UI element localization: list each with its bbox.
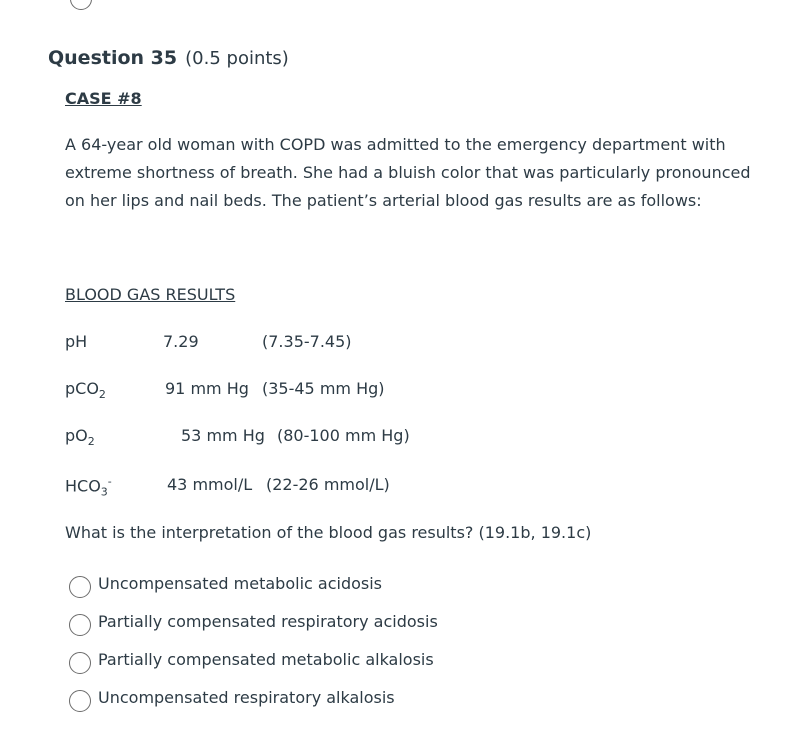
row-po2-label: $pO_2$ bbox=[65, 426, 95, 449]
row-ph-range: (7.35-7.45) bbox=[262, 332, 352, 351]
answer-option[interactable] bbox=[69, 650, 569, 676]
row-po2-range: (80-100 mm Hg) bbox=[277, 426, 410, 445]
question-points: (0.5 points) bbox=[185, 48, 289, 69]
answer-option[interactable] bbox=[69, 688, 569, 714]
radio-button[interactable] bbox=[69, 690, 91, 712]
row-pco2-range: (35-45 mm Hg) bbox=[262, 379, 385, 398]
answer-option[interactable] bbox=[69, 574, 569, 600]
radio-button[interactable] bbox=[69, 652, 91, 674]
radio-button[interactable] bbox=[69, 576, 91, 598]
question-prompt: What is the interpretation of the blood gas results? (19.1b, 19.1c) bbox=[65, 523, 592, 542]
row-pco2-value: 91 mm Hg bbox=[165, 379, 249, 398]
row-pco2-label: pCO$_2$ bbox=[65, 379, 106, 402]
row-ph-value: 7.29 bbox=[163, 332, 199, 351]
question-title: Question 35 bbox=[48, 47, 178, 69]
row-hco3-range: (22-26 mmol/L) bbox=[266, 475, 390, 494]
answer-label[interactable]: Partially compensated respiratory acidosis bbox=[98, 612, 438, 631]
question-header bbox=[48, 47, 289, 69]
case-label: CASE #8 bbox=[65, 89, 142, 108]
answer-option[interactable] bbox=[69, 612, 569, 638]
row-ph-label: pH bbox=[65, 332, 88, 351]
case-description: A 64-year old woman with COPD was admitted to the emergency department with extreme shortness of breath. She had a bluish color that was particularly pronounced on her lips and nail beds. The patient’s arterial blood gas results are as follows: bbox=[65, 135, 751, 210]
answer-label[interactable]: Uncompensated respiratory alkalosis bbox=[98, 688, 395, 707]
row-hco3-label: $HCO_3^-$ bbox=[65, 475, 112, 499]
answer-label[interactable]: Uncompensated metabolic acidosis bbox=[98, 574, 382, 593]
row-hco3-value: 43 mmol/L bbox=[167, 475, 253, 494]
previous-answer-radio[interactable] bbox=[70, 0, 92, 10]
row-po2-value: 53 mm Hg bbox=[181, 426, 265, 445]
blood-gas-heading: BLOOD GAS RESULTS bbox=[65, 285, 236, 304]
answer-label[interactable]: Partially compensated metabolic alkalosis bbox=[98, 650, 434, 669]
radio-button[interactable] bbox=[69, 614, 91, 636]
